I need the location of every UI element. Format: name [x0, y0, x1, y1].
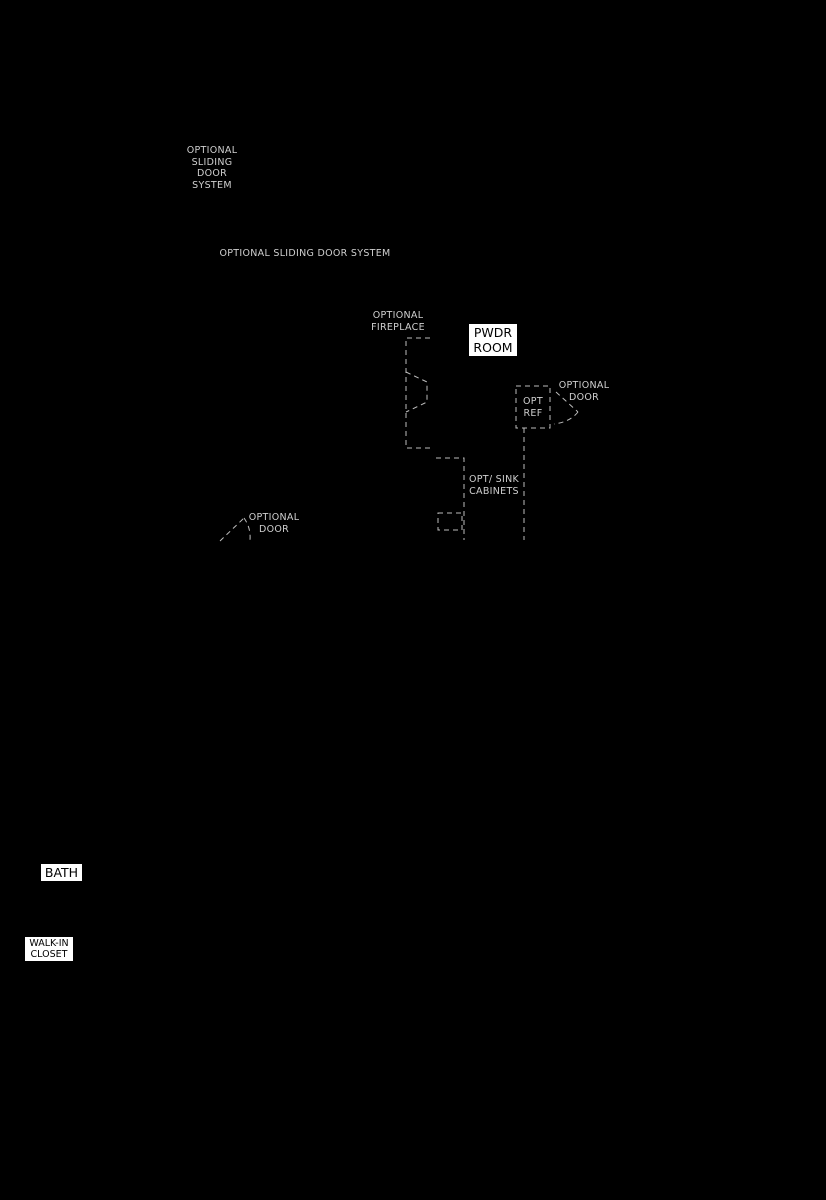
- fireplace-outline: [406, 338, 430, 448]
- optional-door-left-label: OPTIONAL DOOR: [248, 512, 300, 535]
- room-label-pwdr-room: PWDR ROOM: [469, 324, 517, 356]
- sink-cabinet-outline: [436, 458, 464, 540]
- fireplace-hearth: [406, 372, 427, 412]
- opt-ref-label: OPT REF: [523, 396, 543, 419]
- door-swing-left: [220, 518, 244, 541]
- optional-sliding-door-system-label: OPTIONAL SLIDING DOOR SYSTEM: [219, 248, 391, 259]
- optional-fireplace-label: OPTIONAL FIREPLACE: [371, 310, 425, 333]
- optional-door-kitchen-label: OPTIONAL DOOR: [558, 380, 610, 403]
- opt-sink-cabinets-label: OPT/ SINK CABINETS: [468, 474, 520, 497]
- door-swing-arc-kitchen: [554, 412, 578, 424]
- optional-sliding-door-system-vertical-label: OPTIONAL SLIDING DOOR SYSTEM: [186, 145, 238, 191]
- room-label-walk-in-closet: WALK-IN CLOSET: [25, 937, 73, 961]
- sink-fixture: [438, 513, 462, 530]
- room-label-bath: BATH: [41, 864, 82, 881]
